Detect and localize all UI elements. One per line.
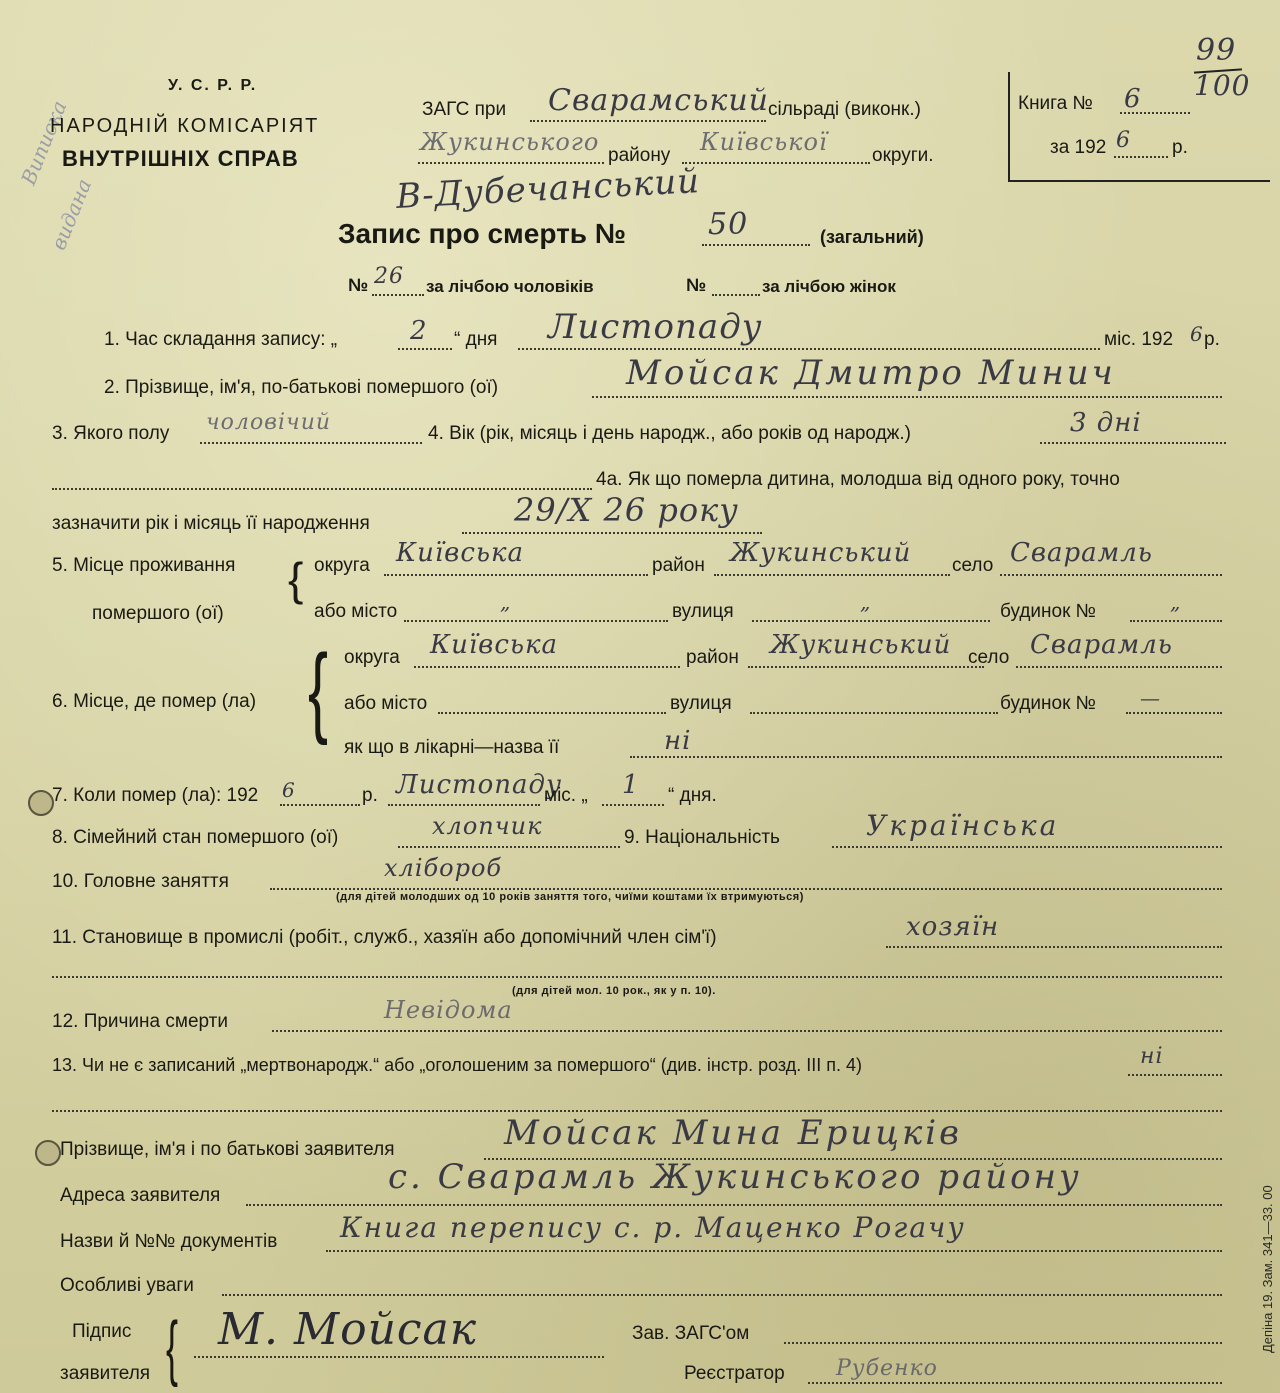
district-value: Жукинського (420, 128, 600, 156)
page-number-top: 99 (1196, 33, 1237, 68)
f9-value: Українська (866, 809, 1060, 842)
print-note-text: Депіна 19. Зам. 341—33. 00 (1260, 1185, 1275, 1353)
print-note (1258, 1023, 1276, 1353)
declarant-address-label: Адреса заявителя (60, 1185, 221, 1206)
f4a-label: 4а. Як що померла дитина, молодша від одного року, точно (596, 469, 1120, 490)
district-label: району (608, 145, 671, 166)
book-label: Книга № (1018, 93, 1093, 114)
f5-selo-label: село (952, 555, 994, 576)
f2-label: 2. Прізвище, ім'я, по-батькові помершого (ої) (104, 377, 499, 398)
f8-value: хлопчик (432, 812, 543, 840)
sign-label-1: Підпис (72, 1321, 132, 1342)
f5-bud-value: „ (1170, 590, 1182, 614)
zags-council-value: Сварамський (548, 83, 769, 118)
punch-hole-bottom (35, 1140, 61, 1166)
f4-value: 3 дні (1070, 408, 1142, 438)
f7-day: 1 (622, 770, 640, 800)
f5-bud-label: будинок № (1000, 601, 1097, 622)
f1-month: Листопаду (548, 307, 763, 347)
f1-mid: “ дня (454, 329, 498, 350)
record-general: (загальний) (820, 227, 924, 247)
f11-label: 11. Становище в промислі (робіт., служб., хазяїн або допомічний член сім'ї) (52, 927, 717, 948)
f6-hosp-label: як що в лікарні—назва її (344, 737, 560, 758)
f1-suffix: міс. 192 (1104, 329, 1174, 350)
f7-year: 6 (282, 778, 296, 802)
f5-brace: { (288, 553, 304, 605)
female-count-prefix: № (686, 275, 707, 295)
page-number-bottom: 100 (1194, 69, 1251, 102)
f6-raion-label: район (686, 647, 739, 668)
f4a-value: 29/X 26 року (514, 491, 739, 529)
f10-note: (для дітей молодших од 10 років заняття того, чиїми коштами їх втримуються) (336, 891, 804, 903)
f6-okruha-value: Київська (430, 630, 559, 660)
declarant-docs-label: Назви й №№ документів (60, 1231, 278, 1252)
f1-end: р. (1204, 329, 1220, 350)
male-count-label: за лічбою чоловіків (426, 277, 594, 296)
f5-raion-value: Жукинський (730, 538, 912, 568)
f3-label: 3. Якого полу (52, 423, 170, 444)
male-count-prefix: № (348, 275, 369, 295)
f4a-label2: зазначити рік і місяць її народження (52, 513, 370, 534)
f4-label: 4. Вік (рік, місяць і день народж., або років од народж.) (428, 423, 911, 444)
zags-suffix: сільраді (виконк.) (768, 99, 921, 120)
book-number: 6 (1124, 84, 1142, 114)
f6-raion-value: Жукинський (770, 630, 952, 660)
f5-okruha-label: округа (314, 555, 370, 576)
book-year-label: за 192 (1050, 137, 1107, 158)
f5-okruha-value: Київська (396, 538, 525, 568)
f6-label: 6. Місце, де помер (ла) (52, 691, 257, 712)
f6-selo-value: Сварамль (1030, 630, 1173, 660)
f11-note: (для дітей мол. 10 рок., як у п. 10). (512, 985, 716, 997)
f7-r: р. (362, 785, 378, 806)
declarant-notes-label: Особливі уваги (60, 1275, 194, 1296)
declarant-name-value: Мойсак Мина Ерицків (504, 1113, 962, 1153)
f5-raion-label: район (652, 555, 705, 576)
f6-selo-label: село (968, 647, 1010, 668)
punch-hole-top (28, 790, 54, 816)
declarant-signature: М. Мойсак (218, 1304, 478, 1355)
f10-value: хлібороб (384, 854, 503, 882)
f13-label: 13. Чи не є записаний „мертвонародж.“ або „оголошеним за помершого“ (див. інстр. розд. ІІІ п. 4) (52, 1055, 863, 1075)
f1-year: 6 (1190, 322, 1204, 346)
f6-bud-label: будинок № (1000, 693, 1097, 714)
registrar-label: Реєстратор (684, 1363, 785, 1384)
f6-bud-value: — (1140, 686, 1161, 710)
f5-label1: 5. Місце проживання (52, 555, 236, 576)
f7-month: Листопаду (396, 770, 563, 800)
f11-value: хозяїн (906, 912, 1000, 942)
f12-label: 12. Причина смерти (52, 1011, 228, 1032)
declarant-docs-value: Книга перепису с. р. Маценко Рогачу (340, 1211, 966, 1244)
f6-brace: { (308, 634, 329, 746)
okruha-value: Київської (700, 128, 828, 156)
f8-label: 8. Сімейний стан помершого (ої) (52, 827, 339, 848)
f7-label: 7. Коли помер (ла): 192 (52, 785, 259, 806)
f5-vul-label: вулиця (672, 601, 734, 622)
republic-label: У. С. Р. Р. (168, 77, 258, 94)
sign-brace: { (166, 1308, 179, 1388)
department-label: ВНУТРІШНІХ СПРАВ (62, 146, 299, 171)
head-zags-label: Зав. ЗАГС'ом (632, 1323, 750, 1344)
f12-value: Невідома (384, 996, 513, 1024)
f6-misto-label: або місто (344, 693, 428, 714)
f6-okruha-label: округа (344, 647, 400, 668)
sign-label-2: заявителя (60, 1363, 151, 1384)
f9-label: 9. Національність (624, 827, 780, 848)
record-title: Запис про смерть № (338, 218, 626, 249)
f10-label: 10. Головне заняття (52, 871, 229, 892)
f6-hosp-value: ні (664, 726, 692, 756)
f2-value: Мойсак Дмитро Минич (626, 353, 1116, 393)
f1-day: 2 (410, 316, 428, 346)
declarant-name-label: Прізвище, ім'я і по батькові заявителя (60, 1139, 395, 1160)
f5-vul-value: „ (860, 590, 872, 614)
declarant-address-value: с. Сварамль Жукинського району (388, 1157, 1082, 1197)
f5-misto-label: або місто (314, 601, 398, 622)
book-year-suffix: р. (1172, 137, 1188, 158)
f1-label: 1. Час складання запису: „ (104, 329, 338, 350)
f5-misto-value: „ (500, 590, 512, 614)
record-number: 50 (708, 207, 749, 242)
zags-prefix: ЗАГС при (422, 99, 507, 120)
commissariat-label: НАРОДНІЙ КОМІСАРІЯТ (50, 115, 320, 137)
pencil-note-1: Виписка (16, 97, 72, 189)
male-count-number: 26 (374, 264, 404, 289)
f7-end: “ дня. (668, 785, 717, 806)
f5-selo-value: Сварамль (1010, 538, 1153, 568)
f6-vul-label: вулиця (670, 693, 732, 714)
female-count-label: за лічбою жінок (762, 277, 896, 296)
registrar-signature: Рубенко (836, 1356, 938, 1381)
book-year-digit: 6 (1116, 128, 1131, 153)
f3-value: чоловічий (206, 410, 332, 435)
f5-label2: помершого (ої) (92, 603, 224, 624)
okruha-label: округи. (872, 145, 934, 166)
pencil-note-2: видана (46, 175, 97, 254)
village-note: В-Дубечанський (395, 161, 702, 217)
f13-value: ні (1140, 1044, 1164, 1069)
f7-mis: міс. „ (544, 785, 588, 806)
